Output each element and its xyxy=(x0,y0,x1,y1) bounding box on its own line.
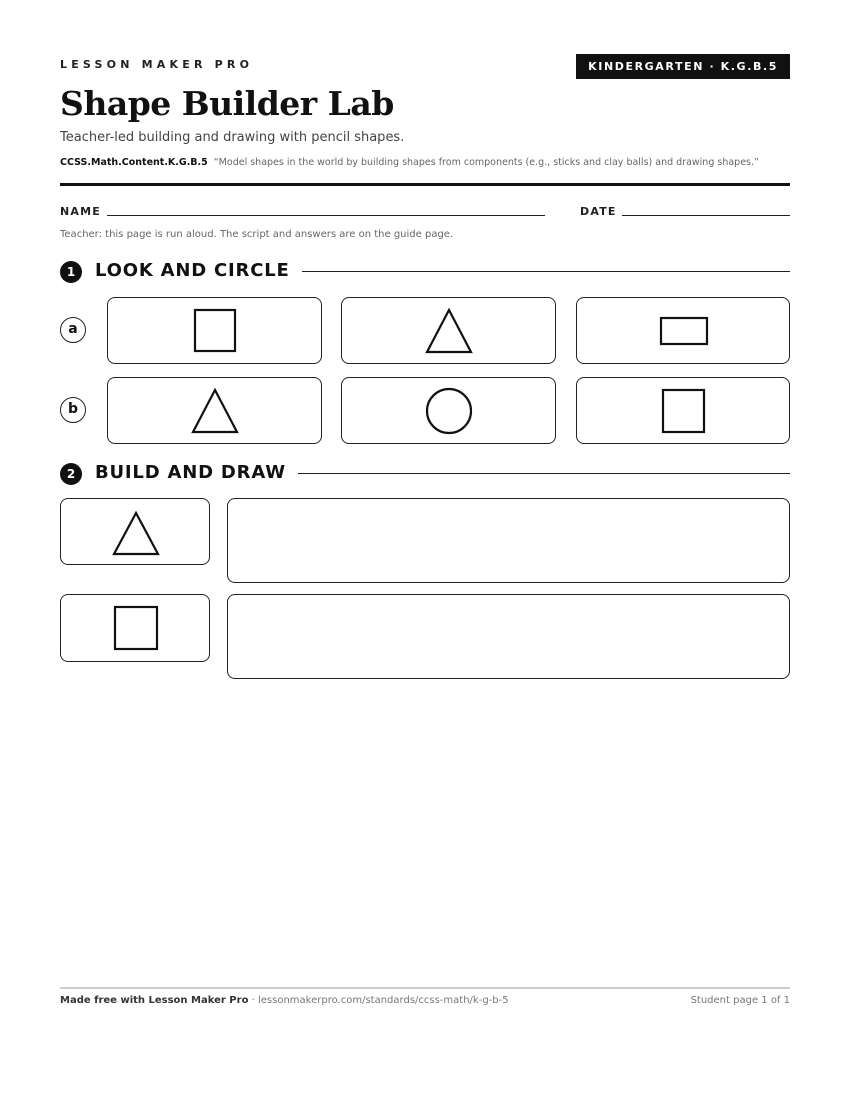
choice-card-b1[interactable] xyxy=(107,377,322,444)
row-letter-a: a xyxy=(60,317,86,343)
choice-card-a1[interactable] xyxy=(107,297,322,364)
triangle-shape xyxy=(342,298,557,365)
circle-shape xyxy=(342,378,557,445)
square-icon xyxy=(115,607,157,649)
section-1-header xyxy=(60,260,790,284)
section-2-number: 2 xyxy=(60,463,82,485)
section-1-number: 1 xyxy=(60,261,82,283)
name-field[interactable] xyxy=(107,215,545,216)
circle-icon xyxy=(427,389,471,433)
worksheet-title: Shape Builder Lab xyxy=(60,84,394,123)
model-card-2 xyxy=(60,594,210,662)
footer-page-label: Student page 1 of 1 xyxy=(690,995,790,1006)
footer-url[interactable]: lessonmakerpro.com/standards/ccss-math/k-g-b-5 xyxy=(258,995,509,1006)
date-label: DATE xyxy=(580,205,617,218)
choice-card-a2[interactable] xyxy=(341,297,556,364)
rectangle-shape xyxy=(577,298,791,365)
model-card-1 xyxy=(60,498,210,565)
row-letter-b: b xyxy=(60,397,86,423)
triangle-shape xyxy=(108,378,323,445)
square-shape xyxy=(61,595,211,663)
teacher-note: Teacher: this page is run aloud. The script and answers are on the guide page. xyxy=(60,229,454,240)
name-label: NAME xyxy=(60,205,101,218)
rectangle-icon xyxy=(661,318,707,344)
standard-code: CCSS.Math.Content.K.G.B.5 xyxy=(60,157,208,168)
choice-card-a3[interactable] xyxy=(576,297,790,364)
drawing-box-1[interactable] xyxy=(227,498,790,583)
footer-made-with: Made free with Lesson Maker Pro xyxy=(60,995,249,1006)
worksheet-page xyxy=(60,0,790,1100)
square-shape xyxy=(108,298,323,365)
standard-line xyxy=(60,157,759,168)
brand-name: LESSON MAKER PRO xyxy=(60,58,254,71)
choice-card-b3[interactable] xyxy=(576,377,790,444)
section-2-rule xyxy=(296,473,790,474)
footer-divider xyxy=(60,987,790,989)
triangle-shape xyxy=(61,499,211,566)
section-1-rule xyxy=(300,271,790,272)
choice-card-b2[interactable] xyxy=(341,377,556,444)
standard-text: “Model shapes in the world by building shapes from components (e.g., sticks and clay balls) and drawing shapes.” xyxy=(213,157,759,168)
section-1-title: LOOK AND CIRCLE xyxy=(95,260,302,281)
date-field[interactable] xyxy=(622,215,790,216)
triangle-icon xyxy=(427,310,471,352)
drawing-box-2[interactable] xyxy=(227,594,790,679)
square-icon xyxy=(663,390,704,432)
square-shape xyxy=(577,378,791,445)
footer-separator: · xyxy=(251,995,255,1006)
triangle-icon xyxy=(114,513,158,554)
worksheet-subtitle: Teacher-led building and drawing with pencil shapes. xyxy=(60,130,405,145)
section-2-title: BUILD AND DRAW xyxy=(95,462,298,483)
grade-badge: KINDERGARTEN · K.G.B.5 xyxy=(576,54,790,79)
square-icon xyxy=(195,310,235,351)
section-2-header xyxy=(60,462,790,486)
header-divider xyxy=(60,183,790,186)
footer-credit xyxy=(60,995,509,1006)
triangle-icon xyxy=(193,390,237,432)
